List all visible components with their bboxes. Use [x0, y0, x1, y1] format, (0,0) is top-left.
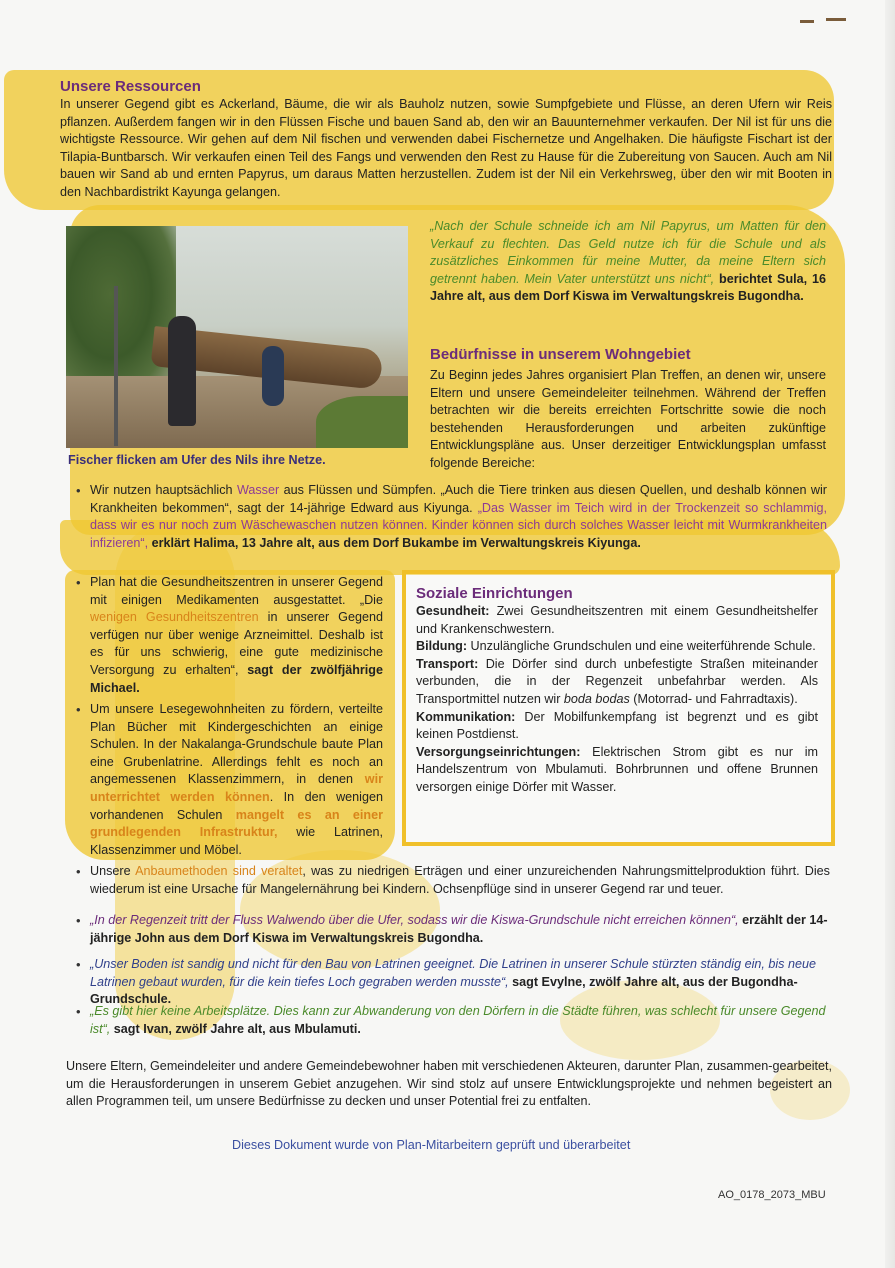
- soziale-versorgung: Versorgungseinrichtungen: Elektrischen Strom gibt es nur im Handelszentrum von Mbulamuti. Bohrbrunnen und offene Brunnen versorgen einige Dörfer mit Wasser.: [416, 744, 818, 794]
- bullet-wasser: • Wir nutzen hauptsächlich Wasser aus Flüssen und Sümpfen. „Auch die Tiere trinken aus diesen Quellen, und deshalb können wir Krankheiten bekommen“, sagt der 14-jährige Edward aus Kiyunga. „Das Wasser im Teich wird in der Trockenzeit so schlammig, dass wir es nur noch zum Wäschewaschen nutzen können. Kinder können sich durch solches Wasser leicht mit Wurmkrankheiten infizieren“, erklärt Halima, 13 Jahre alt, aus dem Dorf Bukambe im Verwaltungskreis Kiyunga.: [90, 482, 827, 552]
- quote-john: • „In der Regenzeit tritt der Fluss Walwendo über die Ufer, sodass wir die Kiswa-Grundschule nicht erreichen können“, erzählt der 14-jährige John aus dem Dorf Kiswa im Verwaltungskreis Bugondha.: [90, 912, 830, 947]
- quote-ivan: • „Es gibt hier keine Arbeitsplätze. Dies kann zur Abwanderung von den Dörfern in die Städte führen, was schlecht für unsere Gegend ist“, sagt Ivan, zwölf Jahre alt, aus Mbulamuti.: [90, 1003, 830, 1038]
- soziale-bildung: Bildung: Unzulängliche Grundschulen und eine weiterführende Schule.: [416, 639, 816, 654]
- bullet-gesundheit: • Plan hat die Gesundheitszentren in unserer Gegend mit einigen Medikamenten ausgestattet. „Die wenigen Gesundheitszentren in unserer Gegend verfügen nur über wenige Arzneimittel. Deshalb ist es für uns schwierig, eine gute medizinische Versorgung zu erhalten“, sagt der zwölfjährige Michael.: [90, 574, 383, 697]
- bullet-schule: • Um unsere Lesegewohnheiten zu fördern, verteilte Plan Bücher mit Kindergeschichten an einige Schulen. In der Nakalanga-Grundschule baute Plan eine Grubenlatrine. Allerdings fehlt es noch an angemessenen Klassenzimmern, in denen wir unterrichtet werden können. In den wenigen vorhandenen Schulen mangelt es an einer grundlegenden Infrastruktur, wie Latrinen, Klassenzimmer und Möbel.: [90, 701, 383, 859]
- beduerfnisse-text: Zu Beginn jedes Jahres organisiert Plan Treffen, an denen wir, unsere Eltern und unsere Gemeindeleiter teilnehmen. Während der Treffen betrachten wir die bereits erreichten Fortschritte sowie die noch bestehenden Herausforderungen und arbeiten zukünftige Entwicklungspläne aus. Unser derzeitiger Entwicklungsplan umfasst folgende Bereiche:: [430, 368, 826, 470]
- soziale-transport: Transport: Die Dörfer sind durch unbefestigte Straßen miteinander verbunden, die in der Regenzeit unbefahrbar werden. Als Transportmittel nutzen wir boda bodas (Motorrad- und Fahrradtaxis).: [416, 656, 818, 706]
- section-title-soziale: Soziale Einrichtungen: [416, 585, 573, 602]
- ressourcen-text: In unserer Gegend gibt es Ackerland, Bäume, die wir als Bauholz nutzen, sowie Sumpfgebiete und Flüsse, an deren Ufern wir Reis pflanzen. Außerdem fangen wir in den Flüssen Fische und bauen Sand ab, den wir an Bauunternehmer verkaufen. Der Nil ist für uns die wichtigste Ressource. Wir gehen auf dem Nil fischen und verwenden dabei Fischernetze und Angelhaken. Die häufigste Fischart ist der Tilapia-Buntbarsch. Wir verkaufen einen Teil des Fangs und verwenden den Rest zu Hause für die Zubereitung von Saucen. Auch am Nil bauen wir Sand ab und ernten Papyrus, um daraus Matten herzustellen. Zudem ist der Nil ein Verkehrsweg, über den wir mit Booten in den Nachbardistrikt Kayunga gelangen.: [60, 97, 832, 199]
- soziale-list: [416, 603, 818, 797]
- quote-evylne: • „Unser Boden ist sandig und nicht für den Bau von Latrinen geeignet. Die Latrinen in unserer Schule stürzten ständig ein, bis neue Latrinen gebaut wurden, für die kein tiefes Loch gegraben werden musste“, sagt Evylne, zwölf Jahre alt, aus der Bugondha-Grundschule.: [90, 956, 830, 1009]
- review-credit: Dieses Dokument wurde von Plan-Mitarbeitern geprüft und überarbeitet: [232, 1138, 631, 1152]
- quote-sula-attribution: berichtet Sula, 16 Jahre alt, aus dem Dorf Kiswa im Verwaltungskreis Bugondha.: [430, 271, 826, 304]
- fishermen-photo: [66, 226, 408, 448]
- quote-sula-text: „Nach der Schule schneide ich am Nil Papyrus, um Matten für den Verkauf zu flechten. Das Geld nutze ich für die Schule und als zusätzliches Einkommen für meine Mutter, da meine Eltern sich getrennt haben. Mein Vater unterstützt uns nicht“,: [430, 219, 826, 286]
- quote-halima: „Das Wasser im Teich wird in der Trockenzeit so schlammig, dass wir es nur noch zum Wäschewaschen nutzen können. Kinder können sich durch solches Wasser leicht mit Wurmkrankheiten infizieren“,: [90, 500, 827, 550]
- quote-sula: [430, 218, 826, 306]
- section-title-ressourcen: Unsere Ressourcen: [60, 78, 201, 95]
- closing-text: Unsere Eltern, Gemeindeleiter und andere Gemeindebewohner haben mit verschiedenen Akteuren, darunter Plan, zusammen-gearbeitet, um die Herausforderungen in unserem Gebiet anzugehen. Wir sind stolz auf unsere Entwicklungsprojekte und nehmen begeistert an allen Programmen teil, um unsere Bedürfnisse zu decken und unser Potential frei zu entfalten.: [66, 1059, 832, 1109]
- soziale-kommunikation: Kommunikation: Der Mobilfunkempfang ist begrenzt und es gibt keinen Postdienst.: [416, 709, 818, 742]
- section-title-beduerfnisse: Bedürfnisse in unserem Wohngebiet: [430, 346, 691, 363]
- document-id: AO_0178_2073_MBU: [718, 1189, 826, 1201]
- soziale-gesundheit: Gesundheit: Zwei Gesundheitszentren mit einem Gesundheitshelfer und Krankenschwestern.: [416, 604, 818, 636]
- photo-caption: Fischer flicken am Ufer des Nils ihre Netze.: [68, 453, 326, 467]
- quote-halima-attribution: erklärt Halima, 13 Jahre alt, aus dem Dorf Bukambe im Verwaltungskreis Kiyunga.: [148, 535, 641, 550]
- bullet-anbau: • Unsere Anbaumethoden sind veraltet, was zu niedrigen Erträgen und einer unzureichenden Nahrungsmittelproduktion führt. Dies wiederum ist eine Ursache für Mangelernährung bei Kindern. Ochsenpflüge sind in unserer Gegend rar und teuer.: [90, 863, 830, 898]
